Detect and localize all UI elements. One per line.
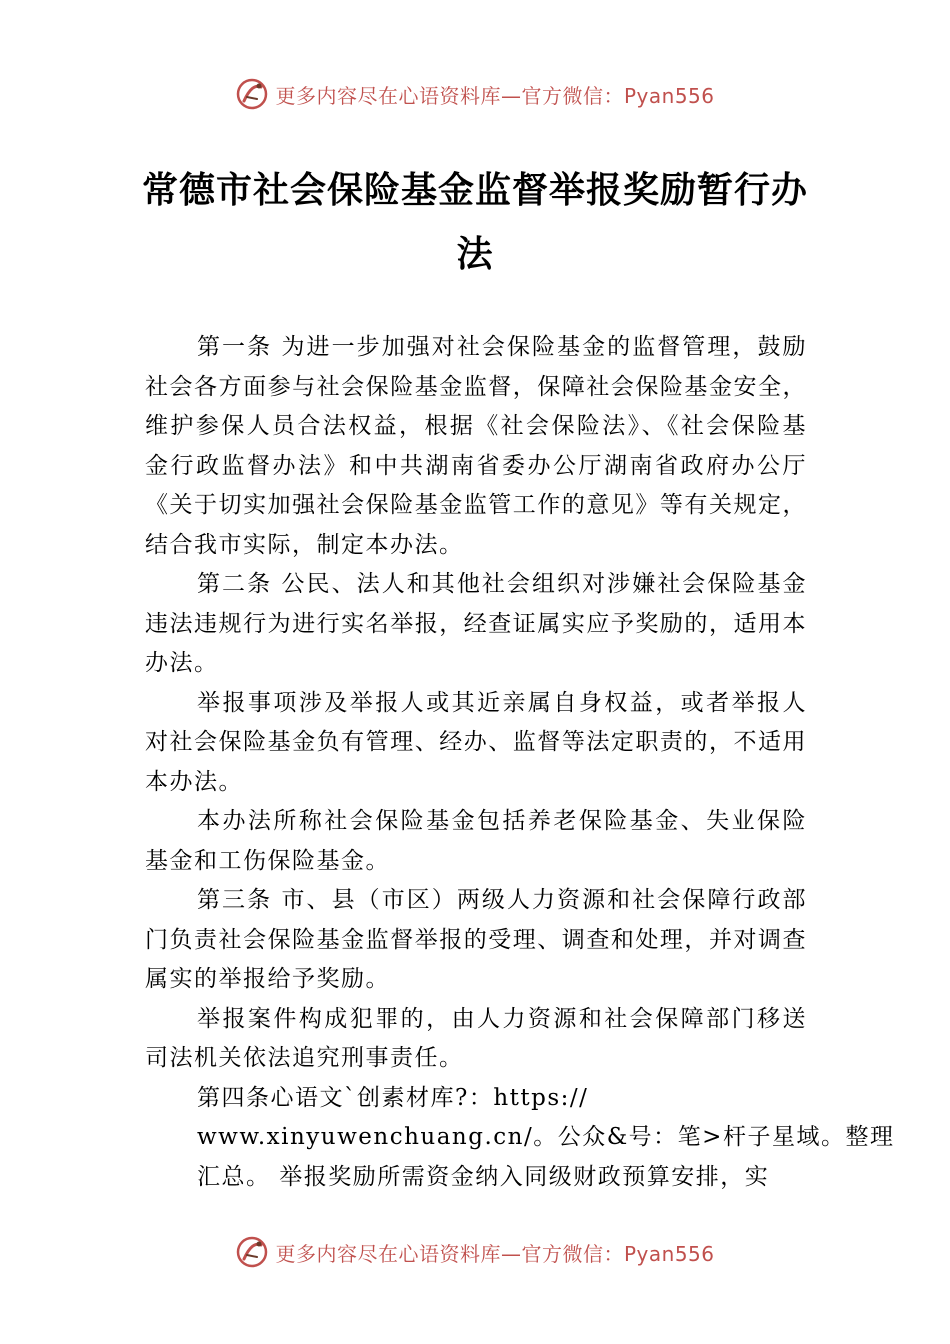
paragraph-article-2-exclusion: 举报事项涉及举报人或其近亲属自身权益，或者举报人对社会保险基金负有管理、经办、监督等法定职责的，不适用本办法。 bbox=[145, 689, 807, 795]
article-4-line-3: 汇总。 举报奖励所需资金纳入同级财政预算安排，实 bbox=[197, 1163, 770, 1190]
paragraph-article-4 bbox=[145, 1079, 897, 1198]
article-4-line-2: www.xinyuwenchuang.cn/。公众&号：笔>杆子星域。整理 bbox=[197, 1124, 895, 1150]
banner-label: 更多内容尽在心语资料库—官方微信： bbox=[275, 1241, 624, 1266]
footer-watermark-banner bbox=[0, 1232, 950, 1272]
paragraph-article-2: 第二条 公民、法人和其他社会组织对涉嫌社会保险基金违法违规行为进行实名举报，经查证属实应予奖励的，适用本办法。 bbox=[145, 571, 807, 676]
paragraph-article-1: 第一条 为进一步加强对社会保险基金的监督管理，鼓励社会各方面参与社会保险基金监督，保障社会保险基金安全，维护参保人员合法权益，根据《社会保险法》、《社会保险基金行政监督办法》和中共湖南省委办公厅湖南省政府办公厅《关于切实加强社会保险基金监管工作的意见》等有关规定，结合我市实际，制定本办法。 bbox=[145, 334, 807, 558]
banner-wechat-id: Pyan556 bbox=[623, 1241, 715, 1266]
document-body bbox=[145, 328, 895, 1197]
banner-label: 更多内容尽在心语资料库—官方微信： bbox=[275, 83, 624, 108]
banner-text bbox=[275, 80, 714, 109]
banner-wechat-id: Pyan556 bbox=[623, 83, 715, 108]
paragraph-article-3-crime: 举报案件构成犯罪的，由人力资源和社会保障部门移送司法机关依法追究刑事责任。 bbox=[145, 1005, 807, 1071]
brand-logo-icon bbox=[235, 77, 269, 111]
paragraph-article-2-scope: 本办法所称社会保险基金包括养老保险基金、失业保险基金和工伤保险基金。 bbox=[145, 808, 807, 874]
paragraph-article-3: 第三条 市、县（市区）两级人力资源和社会保障行政部门负责社会保险基金监督举报的受理、调查和处理，并对调查属实的举报给予奖励。 bbox=[145, 887, 807, 992]
document-title: 常德市社会保险基金监督举报奖励暂行办法 bbox=[141, 169, 808, 275]
header-watermark-banner bbox=[0, 74, 950, 114]
banner-text bbox=[275, 1238, 714, 1267]
article-4-line-1: 第四条心语文`创素材库?：https:// bbox=[197, 1084, 589, 1111]
brand-logo-icon bbox=[235, 1235, 269, 1269]
